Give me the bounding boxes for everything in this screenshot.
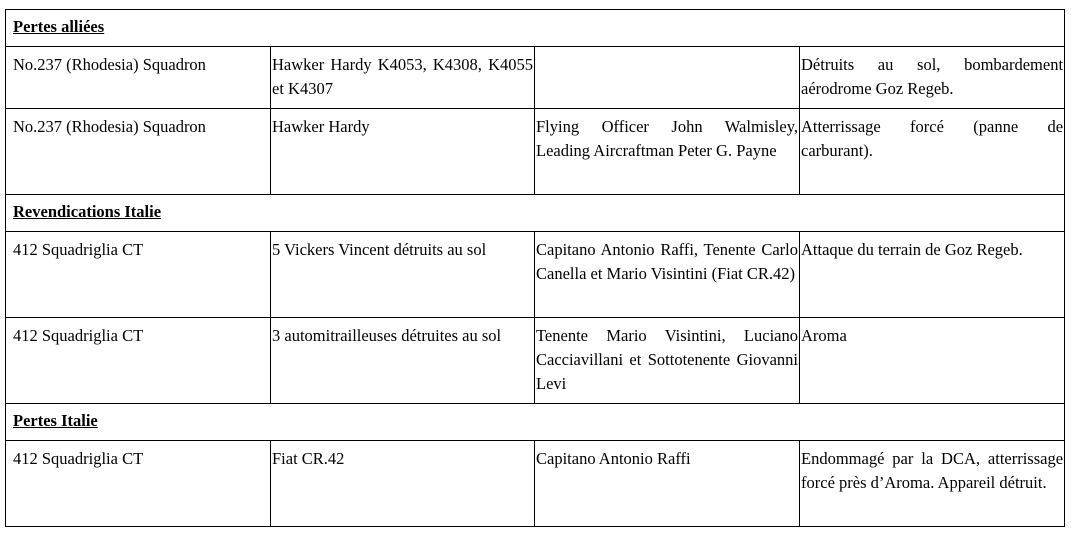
section-header-row — [6, 404, 1065, 441]
section-header-row — [6, 195, 1065, 232]
unit-cell: 412 Squadriglia CT — [6, 232, 271, 318]
section-title-italian-losses: Pertes Italie — [13, 411, 98, 430]
remarks-cell: Aroma — [800, 318, 1065, 404]
section-header-cell — [6, 10, 1065, 47]
aircraft-cell: Fiat CR.42 — [271, 441, 535, 527]
crew-cell: Capitano Antonio Raffi, Tenente Carlo Canella et Mario Visintini (Fiat CR.42) — [535, 232, 800, 318]
crew-cell: Capitano Antonio Raffi — [535, 441, 800, 527]
table-row — [6, 318, 1065, 404]
crew-cell: Flying Officer John Walmisley, Leading Aircraftman Peter G. Payne — [535, 109, 800, 195]
crew-cell: Tenente Mario Visintini, Luciano Cacciavillani et Sottotenente Giovanni Levi — [535, 318, 800, 404]
remarks-cell: Endommagé par la DCA, atterrissage forcé près d’Aroma. Appareil détruit. — [800, 441, 1065, 527]
remarks-cell: Attaque du terrain de Goz Regeb. — [800, 232, 1065, 318]
aircraft-cell: Hawker Hardy — [271, 109, 535, 195]
table-row — [6, 47, 1065, 109]
aircraft-cell: Hawker Hardy K4053, K4308, K4055 et K4307 — [271, 47, 535, 109]
remarks-cell: Atterrissage forcé (panne de carburant). — [800, 109, 1065, 195]
unit-cell: 412 Squadriglia CT — [6, 318, 271, 404]
remarks-cell: Détruits au sol, bombardement aérodrome Goz Regeb. — [800, 47, 1065, 109]
aircraft-cell: 3 automitrailleuses détruites au sol — [271, 318, 535, 404]
section-title-italian-claims: Revendications Italie — [13, 202, 162, 221]
section-header-cell — [6, 195, 1065, 232]
section-header-row — [6, 10, 1065, 47]
unit-cell: No.237 (Rhodesia) Squadron — [6, 47, 271, 109]
aircraft-cell: 5 Vickers Vincent détruits au sol — [271, 232, 535, 318]
section-header-cell — [6, 404, 1065, 441]
crew-cell — [535, 47, 800, 109]
section-title-allied-losses: Pertes alliées — [13, 17, 105, 36]
table-row — [6, 441, 1065, 527]
table-row — [6, 109, 1065, 195]
table-row — [6, 232, 1065, 318]
unit-cell: 412 Squadriglia CT — [6, 441, 271, 527]
unit-cell: No.237 (Rhodesia) Squadron — [6, 109, 271, 195]
losses-table — [5, 9, 1065, 527]
